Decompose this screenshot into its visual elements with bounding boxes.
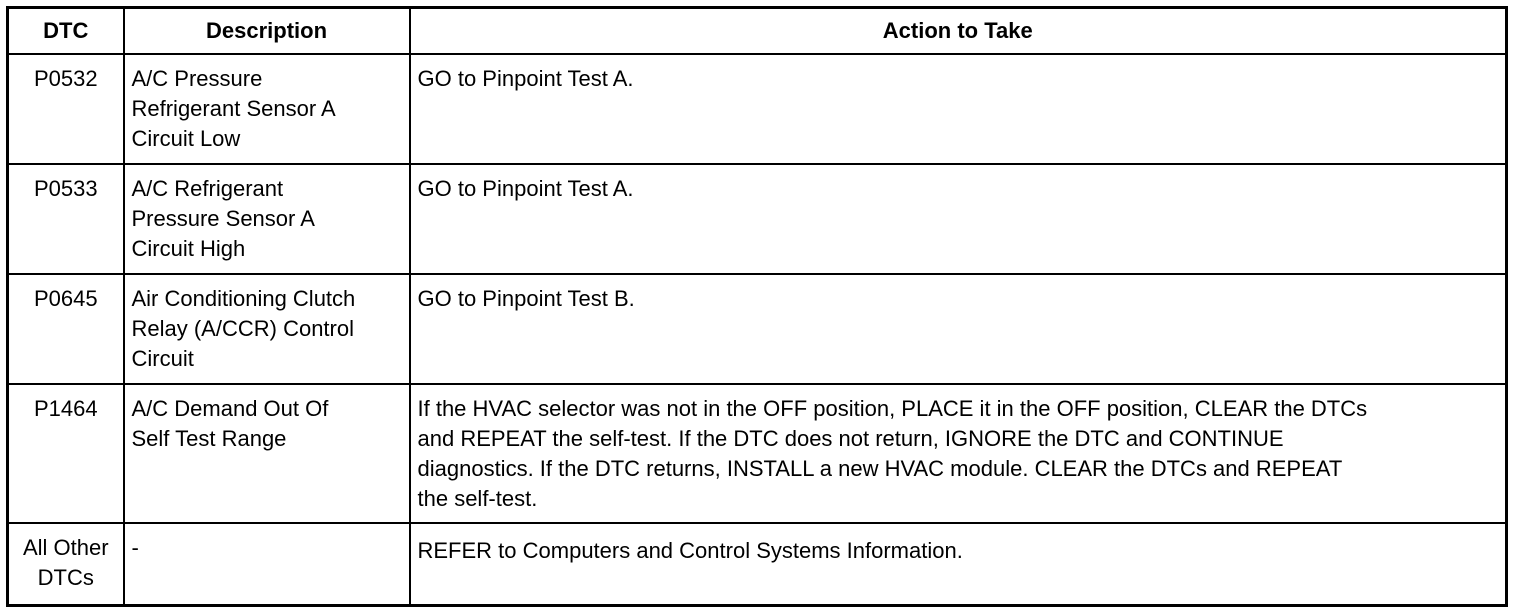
description-line: A/C Pressure <box>131 66 263 91</box>
header-action: Action to Take <box>410 8 1507 55</box>
action-line: REFER to Computers and Control Systems Information. <box>417 538 963 563</box>
dtc-code: P0645 <box>8 274 124 384</box>
description-line: A/C Demand Out Of <box>131 396 329 421</box>
dtc-action <box>410 384 1507 523</box>
action-line: the self-test. <box>417 486 538 511</box>
dtc-code: P0532 <box>8 54 124 164</box>
dtc-action <box>410 164 1507 274</box>
description-line: Pressure Sensor A <box>131 206 315 231</box>
dtc-code-line: All Other <box>22 535 109 560</box>
table-row <box>8 384 1507 523</box>
description-line: Circuit High <box>131 236 246 261</box>
description-line: Circuit <box>131 346 194 371</box>
action-line: and REPEAT the self-test. If the DTC does not return, IGNORE the DTC and CONTINUE <box>417 426 1284 451</box>
dtc-action <box>410 54 1507 164</box>
description-line: Circuit Low <box>131 126 241 151</box>
description-line: A/C Refrigerant <box>131 176 284 201</box>
header-description: Description <box>124 8 410 55</box>
dtc-action <box>410 274 1507 384</box>
table-row <box>8 274 1507 384</box>
description-line: Relay (A/CCR) Control <box>131 316 354 341</box>
action-line: diagnostics. If the DTC returns, INSTALL a new HVAC module. CLEAR the DTCs and REPEAT <box>417 456 1343 481</box>
action-line: GO to Pinpoint Test A. <box>417 176 634 201</box>
dtc-description <box>124 54 410 164</box>
description-line: Refrigerant Sensor A <box>131 96 336 121</box>
description-line: Air Conditioning Clutch <box>131 286 356 311</box>
dtc-action <box>410 523 1507 606</box>
dtc-code: P1464 <box>8 384 124 523</box>
dtc-table <box>6 6 1508 607</box>
dtc-description <box>124 523 410 606</box>
table-row <box>8 164 1507 274</box>
table-row <box>8 523 1507 606</box>
dtc-description <box>124 384 410 523</box>
dtc-description <box>124 274 410 384</box>
description-line: - <box>131 535 139 560</box>
table-header-row <box>8 8 1507 55</box>
action-line: If the HVAC selector was not in the OFF position, PLACE it in the OFF position, CLEAR the DTCs <box>417 396 1368 421</box>
dtc-code <box>8 523 124 606</box>
action-line: GO to Pinpoint Test A. <box>417 66 634 91</box>
table-row <box>8 54 1507 164</box>
dtc-code-line: DTCs <box>37 565 94 590</box>
dtc-description <box>124 164 410 274</box>
action-line: GO to Pinpoint Test B. <box>417 286 635 311</box>
header-dtc: DTC <box>8 8 124 55</box>
description-line: Self Test Range <box>131 426 287 451</box>
dtc-code: P0533 <box>8 164 124 274</box>
